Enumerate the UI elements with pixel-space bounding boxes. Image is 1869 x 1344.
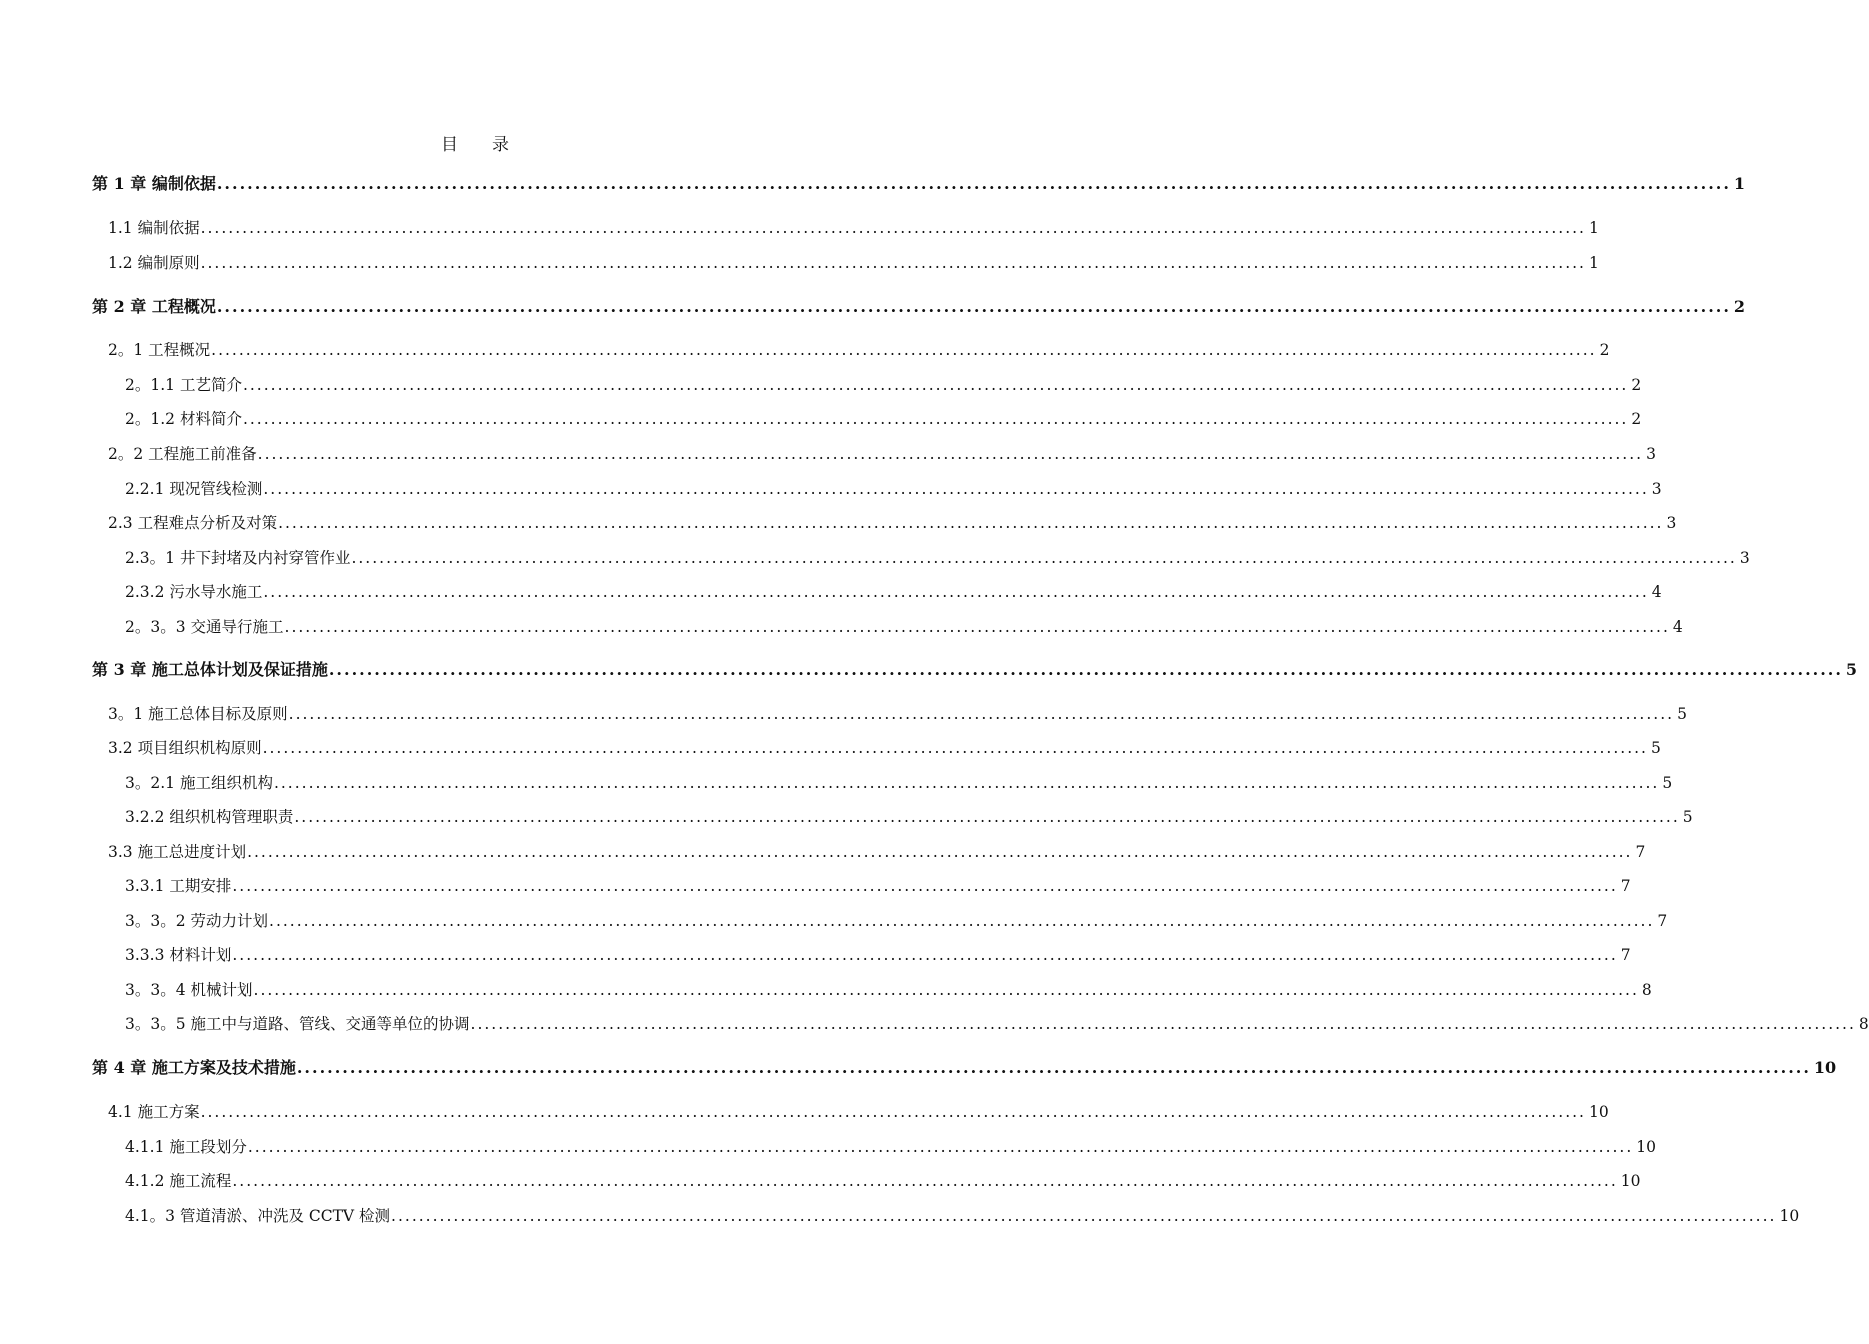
toc-title: 目录 xyxy=(441,135,543,155)
toc-entry-page: 8 xyxy=(1641,981,1652,999)
toc-entry-label: 2。1.1 工艺简介 xyxy=(125,376,242,394)
toc-entry[interactable] xyxy=(125,770,1673,796)
toc-entry-page: 7 xyxy=(1620,877,1631,895)
toc-entry[interactable] xyxy=(108,1099,1609,1125)
toc-entry-label: 第 4 章 施工方案及技术措施 xyxy=(92,1058,296,1077)
toc-entry[interactable] xyxy=(125,579,1662,605)
toc-entry-label: 3.3.3 材料计划 xyxy=(125,946,232,964)
toc-entry[interactable] xyxy=(125,614,1683,640)
toc-entry-page: 2 xyxy=(1733,297,1746,316)
toc-leader-dots: ........................................................................................................................................................................................................ xyxy=(288,705,1675,723)
toc-entry-label: 3。3。2 劳动力计划 xyxy=(125,912,269,930)
toc-entry-page: 4 xyxy=(1651,583,1662,601)
toc-leader-dots: ........................................................................................................................................................................................................ xyxy=(294,808,1680,826)
toc-leader-dots: ........................................................................................................................................................................................................ xyxy=(253,981,1639,999)
toc-entry[interactable] xyxy=(125,1168,1641,1194)
toc-entry-page: 3 xyxy=(1666,514,1677,532)
toc-leader-dots: ........................................................................................................................................................................................................ xyxy=(247,1138,1634,1156)
toc-leader-dots: ........................................................................................................................................................................................................ xyxy=(232,946,1618,964)
toc-entry[interactable] xyxy=(125,545,1750,571)
toc-entry-label: 2.3。1 井下封堵及内衬穿管作业 xyxy=(125,549,351,567)
toc-entry-label: 1.1 编制依据 xyxy=(108,219,200,237)
toc-leader-dots: ........................................................................................................................................................................................................ xyxy=(278,514,1664,532)
toc-entry-page: 2 xyxy=(1631,376,1642,394)
toc-entry[interactable] xyxy=(108,250,1599,276)
toc-entry-page: 1 xyxy=(1588,219,1599,237)
toc-entry-label: 2。3。3 交通导行施工 xyxy=(125,618,284,636)
toc-entry-page: 10 xyxy=(1620,1172,1641,1190)
toc-entry[interactable] xyxy=(125,873,1631,899)
toc-entry[interactable] xyxy=(125,977,1652,1003)
toc-entry-page: 2 xyxy=(1599,341,1610,359)
toc-entry[interactable] xyxy=(92,1055,1837,1081)
toc-leader-dots: ........................................................................................................................................................................................................ xyxy=(242,410,1629,428)
toc-entry-label: 3.2.2 组织机构管理职责 xyxy=(125,808,294,826)
toc-entry-label: 第 3 章 施工总体计划及保证措施 xyxy=(92,660,328,679)
toc-entry-page: 1 xyxy=(1588,254,1599,272)
toc-entry-label: 4.1.1 施工段划分 xyxy=(125,1138,247,1156)
toc-entry-label: 3.3 施工总进度计划 xyxy=(108,843,247,861)
toc-entry[interactable] xyxy=(125,406,1642,432)
toc-entry[interactable] xyxy=(92,171,1746,197)
toc-leader-dots: ........................................................................................................................................................................................................ xyxy=(391,1207,1777,1225)
toc-leader-dots: ........................................................................................................................................................................................................ xyxy=(470,1015,1856,1033)
toc-entry-label: 1.2 编制原则 xyxy=(108,254,200,272)
toc-leader-dots: ........................................................................................................................................................................................................ xyxy=(200,1103,1586,1121)
toc-entry-label: 3。1 施工总体目标及原则 xyxy=(108,705,288,723)
toc-entry-page: 3 xyxy=(1651,480,1662,498)
toc-entry-label: 2。1.2 材料简介 xyxy=(125,410,242,428)
toc-leader-dots: ........................................................................................................................................................................................................ xyxy=(257,445,1644,463)
toc-entry-label: 第 2 章 工程概况 xyxy=(92,297,216,316)
toc-leader-dots: ........................................................................................................................................................................................................ xyxy=(263,480,1649,498)
toc-entry[interactable] xyxy=(108,441,1656,467)
toc-entry[interactable] xyxy=(108,735,1661,761)
toc-leader-dots: ........................................................................................................................................................................................................ xyxy=(273,774,1660,792)
toc-entry[interactable] xyxy=(125,372,1642,398)
toc-entry-page: 2 xyxy=(1631,410,1642,428)
toc-leader-dots: ........................................................................................................................................................................................................ xyxy=(200,254,1586,272)
toc-entry-page: 5 xyxy=(1650,739,1661,757)
toc-entry-label: 2。2 工程施工前准备 xyxy=(108,445,257,463)
toc-entry-label: 2.2.1 现况管线检测 xyxy=(125,480,263,498)
toc-entry[interactable] xyxy=(92,657,1858,683)
toc-entry-label: 3.2 项目组织机构原则 xyxy=(108,739,262,757)
toc-leader-dots: ........................................................................................................................................................................................................ xyxy=(269,912,1655,930)
toc-entry[interactable] xyxy=(125,804,1693,830)
toc-entry-label: 3。2.1 施工组织机构 xyxy=(125,774,273,792)
toc-leader-dots: ........................................................................................................................................................................................................ xyxy=(211,341,1597,359)
toc-entry-label: 2.3.2 污水导水施工 xyxy=(125,583,263,601)
toc-leader-dots: ........................................................................................................................................................................................................ xyxy=(328,660,1843,679)
toc-entry-label: 3。3。5 施工中与道路、管线、交通等单位的协调 xyxy=(125,1015,470,1033)
toc-leader-dots: ........................................................................................................................................................................................................ xyxy=(216,174,1731,193)
toc-entry-page: 10 xyxy=(1779,1207,1800,1225)
toc-entry[interactable] xyxy=(125,1134,1657,1160)
toc-entry-page: 4 xyxy=(1672,618,1683,636)
toc-leader-dots: ........................................................................................................................................................................................................ xyxy=(247,843,1633,861)
toc-leader-dots: ........................................................................................................................................................................................................ xyxy=(232,877,1618,895)
toc-leader-dots: ........................................................................................................................................................................................................ xyxy=(262,739,1648,757)
toc-entry-page: 5 xyxy=(1662,774,1673,792)
toc-leader-dots: ........................................................................................................................................................................................................ xyxy=(216,297,1731,316)
toc-entry[interactable] xyxy=(125,942,1631,968)
toc-entry-label: 2.3 工程难点分析及对策 xyxy=(108,514,278,532)
toc-entry[interactable] xyxy=(108,510,1677,536)
toc-entry-page: 5 xyxy=(1677,705,1687,723)
toc-entry[interactable] xyxy=(125,476,1662,502)
toc-entry-page: 7 xyxy=(1620,946,1631,964)
toc-entry-page: 10 xyxy=(1588,1103,1609,1121)
toc-entry-page: 3 xyxy=(1739,549,1750,567)
toc-entry-page: 5 xyxy=(1845,660,1858,679)
toc-entry[interactable] xyxy=(108,215,1599,241)
toc-leader-dots: ........................................................................................................................................................................................................ xyxy=(284,618,1670,636)
toc-entry-page: 10 xyxy=(1636,1138,1657,1156)
toc-leader-dots: ........................................................................................................................................................................................................ xyxy=(351,549,1737,567)
toc-entry-label: 4.1 施工方案 xyxy=(108,1103,200,1121)
toc-entry[interactable] xyxy=(108,839,1646,865)
toc-entry-label: 3。3。4 机械计划 xyxy=(125,981,253,999)
toc-leader-dots: ........................................................................................................................................................................................................ xyxy=(296,1058,1811,1077)
toc-entry-page: 10 xyxy=(1813,1058,1837,1077)
toc-entry-page: 7 xyxy=(1657,912,1668,930)
toc-entry-label: 4.1。3 管道清淤、冲洗及 CCTV 检测 xyxy=(125,1207,391,1225)
toc-entry[interactable] xyxy=(92,294,1746,320)
toc-entry-page: 3 xyxy=(1646,445,1656,463)
toc-entry-label: 4.1.2 施工流程 xyxy=(125,1172,232,1190)
toc-entry-label: 2。1 工程概况 xyxy=(108,341,211,359)
toc-leader-dots: ........................................................................................................................................................................................................ xyxy=(263,583,1649,601)
toc-entry-page: 1 xyxy=(1733,174,1746,193)
toc-leader-dots: ........................................................................................................................................................................................................ xyxy=(200,219,1586,237)
toc-entry-page: 7 xyxy=(1635,843,1646,861)
toc-entry-label: 3.3.1 工期安排 xyxy=(125,877,232,895)
toc-entry-page: 5 xyxy=(1682,808,1693,826)
toc-entry[interactable] xyxy=(108,337,1610,363)
toc-entry[interactable] xyxy=(125,1011,1869,1037)
toc-leader-dots: ........................................................................................................................................................................................................ xyxy=(232,1172,1618,1190)
toc-leader-dots: ........................................................................................................................................................................................................ xyxy=(242,376,1629,394)
toc-entry[interactable] xyxy=(125,1203,1800,1229)
toc-entry[interactable] xyxy=(125,908,1668,934)
toc-entry-label: 第 1 章 编制依据 xyxy=(92,174,216,193)
toc-entry-page: 8 xyxy=(1858,1015,1869,1033)
toc-entry[interactable] xyxy=(108,701,1687,727)
